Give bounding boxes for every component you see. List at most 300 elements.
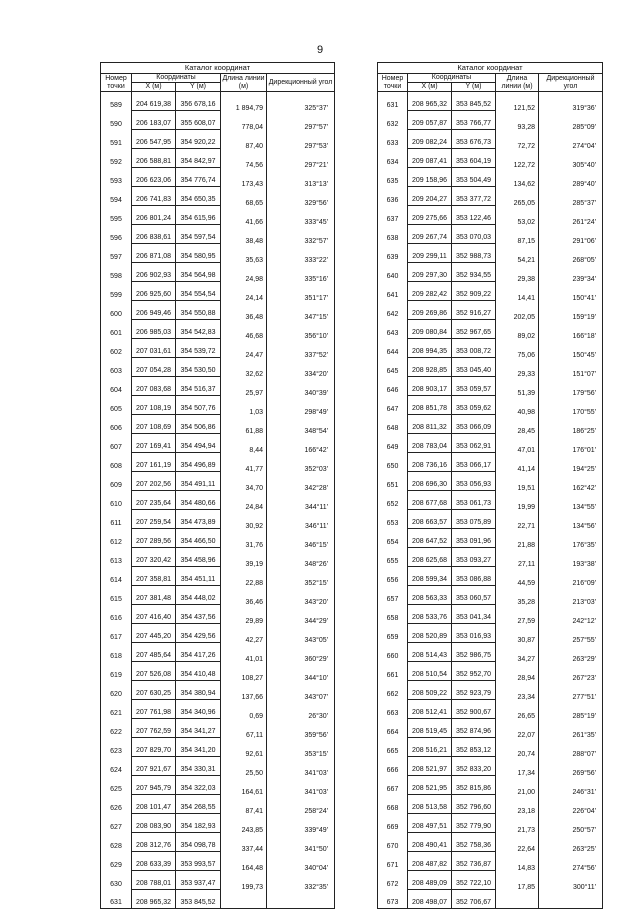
line-length — [496, 92, 539, 111]
line-length-value: 41,14 — [517, 465, 535, 473]
y-coordinate: 354 920,22 — [176, 130, 221, 149]
table-row — [101, 472, 335, 491]
direction-angle — [267, 244, 335, 263]
line-length-value: 23,18 — [517, 807, 535, 815]
line-length — [496, 339, 539, 358]
direction-angle — [267, 567, 335, 586]
direction-angle — [267, 586, 335, 605]
table-row — [101, 605, 335, 624]
point-number: 672 — [378, 871, 408, 890]
line-length — [221, 719, 267, 738]
point-number: 630 — [101, 871, 132, 890]
line-length — [221, 776, 267, 795]
direction-angle-value: 335°16' — [304, 275, 329, 283]
line-length — [221, 206, 267, 225]
x-coordinate: 207 054,28 — [132, 358, 176, 377]
y-coordinate: 354 340,96 — [176, 700, 221, 719]
direction-angle-value: 352°03' — [304, 465, 329, 473]
direction-angle — [267, 396, 335, 415]
point-number: 593 — [101, 168, 132, 187]
direction-angle — [539, 415, 603, 434]
y-coordinate: 354 330,31 — [176, 757, 221, 776]
line-length-value: 21,00 — [517, 788, 535, 796]
line-length — [221, 757, 267, 776]
y-coordinate: 354 458,96 — [176, 548, 221, 567]
direction-angle-value: 194°25' — [572, 465, 597, 473]
line-length-value: 173,43 — [241, 180, 263, 188]
line-length-value: 47,01 — [517, 446, 535, 454]
line-length — [221, 415, 267, 434]
x-coordinate: 208 663,57 — [408, 510, 452, 529]
table-row — [378, 776, 603, 795]
line-length-value: 29,89 — [245, 617, 263, 625]
direction-angle — [539, 92, 603, 111]
point-number: 619 — [101, 662, 132, 681]
table-row — [101, 700, 335, 719]
direction-angle — [267, 852, 335, 871]
table-row — [378, 377, 603, 396]
direction-angle-value: 344°29' — [304, 617, 329, 625]
line-length-value: 22,64 — [517, 845, 535, 853]
line-length-value: 61,88 — [245, 427, 263, 435]
point-number: 604 — [101, 377, 132, 396]
line-length-value: 1 894,79 — [235, 105, 263, 112]
direction-angle-value: 263°29' — [572, 655, 597, 663]
line-length-value: 22,71 — [517, 522, 535, 530]
direction-angle-value: 239°34' — [572, 275, 597, 283]
line-length — [496, 301, 539, 320]
point-number: 644 — [378, 339, 408, 358]
y-coordinate: 355 608,07 — [176, 111, 221, 130]
direction-angle — [539, 605, 603, 624]
direction-angle-value: 297°53' — [304, 142, 329, 150]
line-length-value: 67,11 — [246, 731, 263, 739]
point-number: 650 — [378, 453, 408, 472]
direction-angle-value: 360°29' — [304, 655, 329, 663]
page-number: 9 — [316, 44, 324, 56]
line-length — [221, 225, 267, 244]
x-coordinate: 206 801,24 — [132, 206, 176, 225]
line-length-value: 19,99 — [517, 503, 535, 511]
point-number: 597 — [101, 244, 132, 263]
table-row — [101, 529, 335, 548]
y-coordinate: 354 491,11 — [176, 472, 221, 491]
line-length — [496, 358, 539, 377]
line-length-value: 38,48 — [245, 237, 263, 245]
line-length-value: 75,06 — [517, 351, 535, 359]
y-coordinate: 353 041,34 — [452, 605, 496, 624]
table-row — [378, 282, 603, 301]
line-length-value: 17,34 — [517, 769, 535, 777]
table-row — [378, 719, 603, 738]
point-number: 667 — [378, 776, 408, 795]
y-coordinate: 354 580,95 — [176, 244, 221, 263]
point-number: 610 — [101, 491, 132, 510]
line-length — [496, 130, 539, 149]
y-coordinate: 352 988,73 — [452, 244, 496, 263]
point-number: 591 — [101, 130, 132, 149]
direction-angle — [539, 643, 603, 662]
table-row — [101, 738, 335, 757]
y-coordinate: 353 845,52 — [452, 92, 496, 111]
line-length — [221, 244, 267, 263]
header-point-number: Номер точки — [378, 74, 408, 92]
line-length — [496, 871, 539, 890]
direction-angle-value: 261°24' — [572, 218, 597, 226]
point-number: 649 — [378, 434, 408, 453]
table-row — [378, 92, 603, 111]
direction-angle-value: 313°13' — [304, 180, 329, 188]
point-number: 601 — [101, 320, 132, 339]
table-row — [101, 776, 335, 795]
direction-angle — [267, 529, 335, 548]
y-coordinate: 353 061,73 — [452, 491, 496, 510]
direction-angle-value: 285°37' — [572, 199, 597, 207]
line-length — [496, 605, 539, 624]
x-coordinate: 208 647,52 — [408, 529, 452, 548]
y-coordinate: 353 766,77 — [452, 111, 496, 130]
y-coordinate: 354 429,56 — [176, 624, 221, 643]
line-length — [221, 130, 267, 149]
point-number: 590 — [101, 111, 132, 130]
direction-angle-value: 261°35' — [572, 731, 597, 739]
catalog-title: Каталог координат — [101, 63, 335, 74]
y-coordinate: 353 060,57 — [452, 586, 496, 605]
y-coordinate: 352 722,10 — [452, 871, 496, 890]
direction-angle — [539, 187, 603, 206]
header-x: X (м) — [132, 83, 176, 92]
direction-angle — [539, 833, 603, 852]
line-length-value: 19,51 — [517, 484, 535, 492]
direction-angle-value: 353°15' — [304, 750, 329, 758]
point-number: 616 — [101, 605, 132, 624]
point-number: 612 — [101, 529, 132, 548]
direction-angle — [267, 282, 335, 301]
point-number: 618 — [101, 643, 132, 662]
x-coordinate: 207 083,68 — [132, 377, 176, 396]
line-length-value: 35,63 — [245, 256, 263, 264]
direction-angle-value: 339°49' — [304, 826, 329, 834]
point-number: 634 — [378, 149, 408, 168]
direction-angle-value: 246°31' — [572, 788, 597, 796]
direction-angle — [267, 130, 335, 149]
point-number: 645 — [378, 358, 408, 377]
table-row — [378, 700, 603, 719]
table-row — [101, 548, 335, 567]
direction-angle-value: 257°55' — [572, 636, 597, 644]
direction-angle-value: 267°23' — [572, 674, 597, 682]
table-row — [101, 282, 335, 301]
y-coordinate: 352 900,67 — [452, 700, 496, 719]
table-row — [378, 757, 603, 776]
point-number: 606 — [101, 415, 132, 434]
direction-angle-value: 333°45' — [304, 218, 329, 226]
x-coordinate: 206 985,03 — [132, 320, 176, 339]
table-row — [101, 814, 335, 833]
line-length-value: 89,02 — [517, 332, 535, 340]
line-length — [221, 833, 267, 852]
header-point-number: Номер точки — [101, 74, 132, 92]
line-length-value: 92,61 — [245, 750, 263, 758]
line-length-value: 337,44 — [241, 845, 263, 853]
line-length — [221, 434, 267, 453]
x-coordinate: 206 925,60 — [132, 282, 176, 301]
line-length — [496, 624, 539, 643]
x-coordinate: 207 762,59 — [132, 719, 176, 738]
x-coordinate: 208 599,34 — [408, 567, 452, 586]
coordinate-catalog-right — [377, 62, 603, 909]
direction-angle-value: 269°56' — [572, 769, 597, 777]
x-coordinate: 209 299,11 — [408, 244, 452, 263]
y-coordinate: 353 008,72 — [452, 339, 496, 358]
point-number: 651 — [378, 472, 408, 491]
line-length-value: 93,28 — [517, 123, 535, 131]
x-coordinate: 209 158,96 — [408, 168, 452, 187]
direction-angle — [539, 776, 603, 795]
direction-angle — [539, 377, 603, 396]
line-length-value: 243,85 — [241, 826, 263, 834]
table-row — [378, 814, 603, 833]
line-length-value: 8,44 — [249, 446, 263, 454]
y-coordinate: 352 874,96 — [452, 719, 496, 738]
line-length — [496, 472, 539, 491]
line-length-value: 25,97 — [245, 389, 263, 397]
point-number: 631 — [101, 890, 132, 909]
direction-angle-value: 288°07' — [572, 750, 597, 758]
y-coordinate: 352 952,70 — [452, 662, 496, 681]
x-coordinate: 208 509,22 — [408, 681, 452, 700]
table-row — [378, 662, 603, 681]
direction-angle — [267, 111, 335, 130]
direction-angle-value: 341°50' — [304, 845, 329, 853]
line-length-value: 202,05 — [513, 313, 535, 321]
line-length — [496, 149, 539, 168]
direction-angle — [267, 472, 335, 491]
direction-angle — [267, 377, 335, 396]
table-row — [101, 852, 335, 871]
table-row — [378, 396, 603, 415]
y-coordinate: 354 437,56 — [176, 605, 221, 624]
direction-angle — [539, 491, 603, 510]
y-coordinate: 354 496,89 — [176, 453, 221, 472]
table-row — [101, 453, 335, 472]
x-coordinate: 206 838,61 — [132, 225, 176, 244]
line-length — [221, 567, 267, 586]
line-length-value: 87,41 — [245, 807, 263, 815]
y-coordinate: 353 062,91 — [452, 434, 496, 453]
y-coordinate: 353 086,88 — [452, 567, 496, 586]
line-length-value: 27,11 — [518, 560, 535, 568]
table-row — [378, 548, 603, 567]
y-coordinate: 353 070,03 — [452, 225, 496, 244]
direction-angle-value: 352°15' — [304, 579, 329, 587]
table-row — [378, 263, 603, 282]
direction-angle-value: 216°09' — [572, 579, 597, 587]
direction-angle — [539, 719, 603, 738]
table-row — [378, 738, 603, 757]
direction-angle — [539, 453, 603, 472]
direction-angle — [267, 890, 335, 909]
x-coordinate: 208 519,45 — [408, 719, 452, 738]
line-length-value: 41,77 — [245, 465, 263, 473]
line-length-value: 20,74 — [517, 750, 535, 758]
direction-angle — [539, 130, 603, 149]
y-coordinate: 352 796,60 — [452, 795, 496, 814]
direction-angle-value: 297°21' — [304, 161, 329, 169]
line-length-value: 24,47 — [245, 351, 263, 359]
x-coordinate: 208 083,90 — [132, 814, 176, 833]
line-length — [496, 757, 539, 776]
line-length-value: 164,61 — [241, 788, 263, 796]
x-coordinate: 208 677,68 — [408, 491, 452, 510]
table-row — [101, 624, 335, 643]
direction-angle — [267, 795, 335, 814]
x-coordinate: 208 498,07 — [408, 890, 452, 909]
line-length — [221, 491, 267, 510]
line-length-value: 14,41 — [517, 294, 535, 302]
direction-angle — [539, 586, 603, 605]
table-row — [101, 187, 335, 206]
direction-angle — [539, 852, 603, 871]
point-number: 614 — [101, 567, 132, 586]
table-row — [378, 206, 603, 225]
y-coordinate: 353 066,09 — [452, 415, 496, 434]
header-coordinates: Координаты — [408, 74, 496, 83]
line-length — [496, 567, 539, 586]
direction-angle — [539, 358, 603, 377]
direction-angle — [267, 757, 335, 776]
x-coordinate: 209 080,84 — [408, 320, 452, 339]
direction-angle-value: 285°19' — [572, 712, 597, 720]
direction-angle — [267, 662, 335, 681]
point-number: 636 — [378, 187, 408, 206]
table-row — [378, 358, 603, 377]
direction-angle-value: 343°07' — [304, 693, 329, 701]
point-number: 665 — [378, 738, 408, 757]
direction-angle-value: 159°19' — [572, 313, 597, 321]
line-length-value: 54,21 — [517, 256, 535, 264]
x-coordinate: 207 630,25 — [132, 681, 176, 700]
x-coordinate: 208 312,76 — [132, 833, 176, 852]
y-coordinate: 354 597,54 — [176, 225, 221, 244]
line-length-value: 24,14 — [245, 294, 263, 302]
direction-angle-value: 332°57' — [304, 237, 329, 245]
point-number: 628 — [101, 833, 132, 852]
x-coordinate: 209 204,27 — [408, 187, 452, 206]
header-line-length: Длина линии (м) — [222, 74, 265, 90]
direction-angle — [539, 871, 603, 890]
direction-angle — [267, 301, 335, 320]
line-length-value: 22,88 — [245, 579, 263, 587]
table-row — [378, 434, 603, 453]
line-length — [221, 396, 267, 415]
x-coordinate: 209 057,87 — [408, 111, 452, 130]
direction-angle — [267, 453, 335, 472]
point-number: 663 — [378, 700, 408, 719]
line-length-value: 22,07 — [517, 731, 535, 739]
line-length — [496, 168, 539, 187]
point-number: 655 — [378, 548, 408, 567]
y-coordinate: 354 842,97 — [176, 149, 221, 168]
direction-angle-value: 319°36' — [572, 105, 597, 112]
table-row — [378, 225, 603, 244]
point-number: 666 — [378, 757, 408, 776]
y-coordinate: 353 122,46 — [452, 206, 496, 225]
coordinate-catalog-left — [100, 62, 335, 909]
y-coordinate: 354 268,55 — [176, 795, 221, 814]
direction-angle-value: 346°15' — [304, 541, 329, 549]
point-number: 603 — [101, 358, 132, 377]
line-length — [221, 149, 267, 168]
table-row — [101, 225, 335, 244]
table-row — [378, 168, 603, 187]
x-coordinate: 207 526,08 — [132, 662, 176, 681]
table-row — [101, 377, 335, 396]
catalog-rows — [101, 92, 335, 909]
y-coordinate: 353 045,40 — [452, 358, 496, 377]
direction-angle-value: 356°10' — [304, 332, 329, 340]
direction-angle-value: 193°38' — [572, 560, 597, 568]
x-coordinate: 206 623,06 — [132, 168, 176, 187]
y-coordinate: 354 542,83 — [176, 320, 221, 339]
point-number: 640 — [378, 263, 408, 282]
point-number: 600 — [101, 301, 132, 320]
point-number: 629 — [101, 852, 132, 871]
table-row — [101, 206, 335, 225]
direction-angle-value: 332°35' — [304, 883, 329, 891]
line-length-value: 23,34 — [517, 693, 535, 701]
direction-angle-value: 170°55' — [572, 408, 597, 416]
direction-angle — [267, 719, 335, 738]
table-row — [101, 358, 335, 377]
direction-angle — [539, 700, 603, 719]
line-length-value: 30,87 — [517, 636, 535, 644]
direction-angle — [539, 149, 603, 168]
line-length — [496, 434, 539, 453]
line-length — [496, 244, 539, 263]
line-length — [496, 890, 539, 909]
line-length-value: 1,03 — [249, 408, 263, 416]
direction-angle — [267, 339, 335, 358]
direction-angle — [267, 681, 335, 700]
x-coordinate: 208 928,85 — [408, 358, 452, 377]
direction-angle — [267, 415, 335, 434]
line-length — [496, 491, 539, 510]
y-coordinate: 352 779,90 — [452, 814, 496, 833]
point-number: 652 — [378, 491, 408, 510]
point-number: 611 — [101, 510, 132, 529]
header-coordinates: Координаты — [132, 74, 221, 83]
table-row — [378, 301, 603, 320]
point-number: 639 — [378, 244, 408, 263]
line-length-value: 51,39 — [517, 389, 535, 397]
y-coordinate: 352 833,20 — [452, 757, 496, 776]
table-row — [378, 624, 603, 643]
point-number: 642 — [378, 301, 408, 320]
direction-angle-value: 226°04' — [572, 807, 597, 815]
line-length-value: 108,27 — [241, 674, 263, 682]
line-length — [496, 377, 539, 396]
x-coordinate: 204 619,38 — [132, 92, 176, 111]
direction-angle-value: 298°49' — [304, 408, 329, 416]
table-row — [101, 586, 335, 605]
direction-angle — [539, 225, 603, 244]
direction-angle — [267, 434, 335, 453]
table-row — [101, 92, 335, 111]
header-direction-angle: Дирекционный угол — [267, 74, 335, 92]
direction-angle-value: 134°56' — [572, 522, 597, 530]
point-number: 668 — [378, 795, 408, 814]
